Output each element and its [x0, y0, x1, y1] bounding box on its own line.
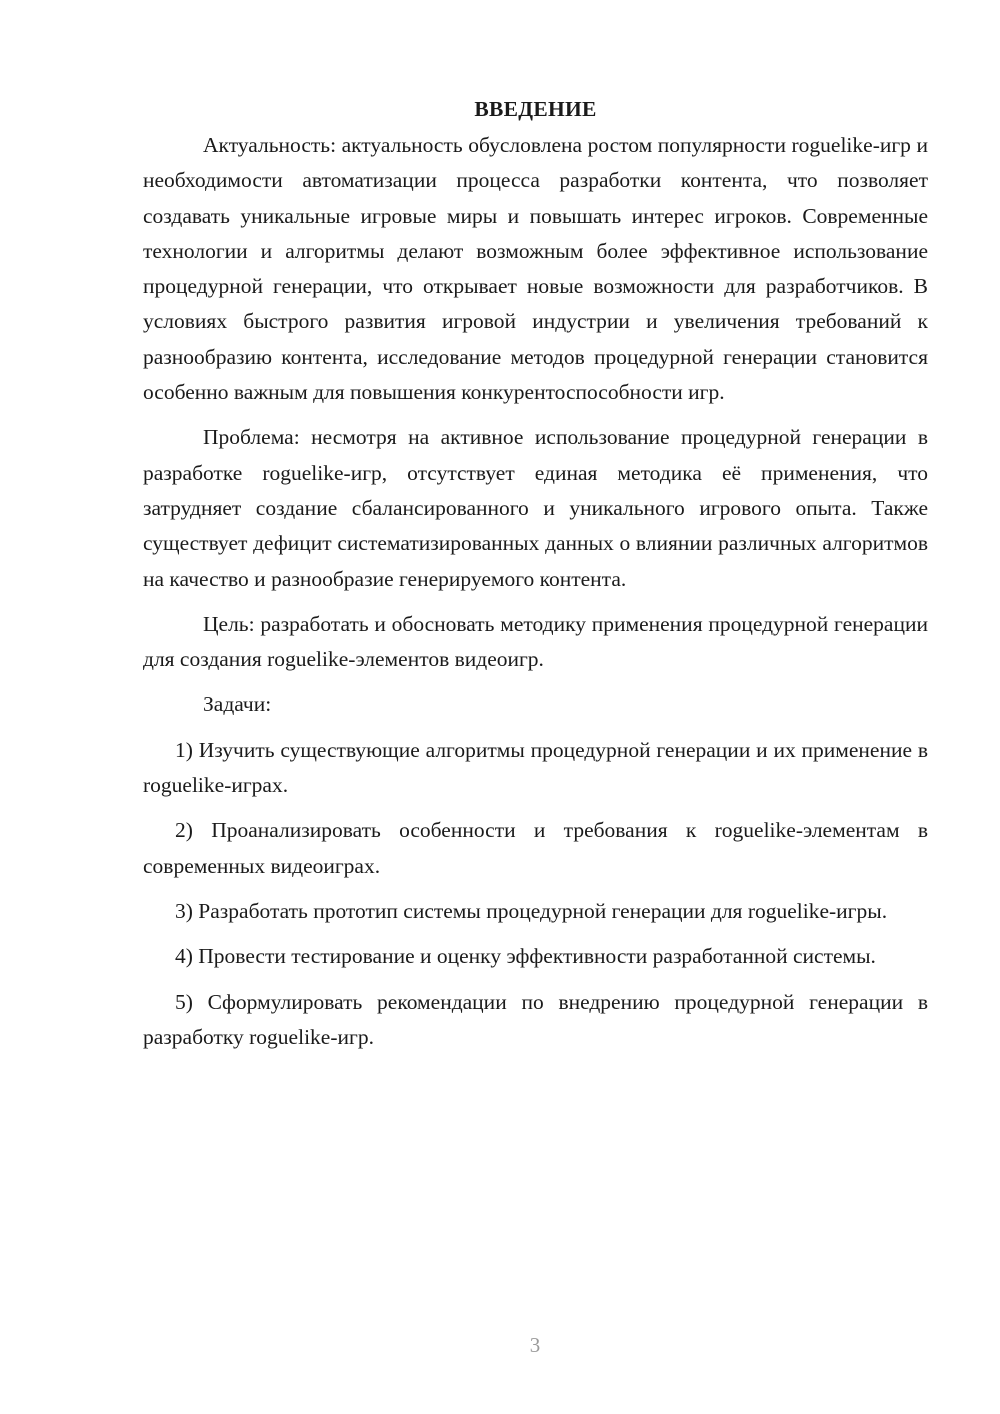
- tasks-heading: Задачи:: [203, 692, 272, 717]
- paragraph-relevance: Актуальность: актуальность обусловлена ростом популярности roguelike-игр и необходимости автоматизации процесса разработки контента, что позволяет создавать уникальные игровые миры и повышать интерес игроков. Современные технологии и алгоритмы делают возможным более эффективное использование процедурной генерации, что открывает новые возможности для разработчиков. В условиях быстрого развития игровой индустрии и увеличения требований к разнообразию контента, исследование методов процедурной генерации становится особенно важным для повышения конкурентоспособности игр.: [143, 133, 928, 405]
- task-item-5: 5) Сформулировать рекомендации по внедрению процедурной генерации в разработку roguelike-игр.: [143, 989, 928, 1049]
- document-page: [143, 92, 928, 1055]
- page-number: 3: [529, 1333, 541, 1357]
- task-item-2: 2) Проанализировать особенности и требования к roguelike-элементам в современных видеоиграх.: [143, 818, 928, 878]
- task-item-1: 1) Изучить существующие алгоритмы процедурной генерации и их применение в roguelike-играх.: [143, 737, 928, 798]
- task-item-3: 3) Разработать прототип системы процедурной генерации для roguelike-игры.: [175, 898, 888, 923]
- task-item-4: 4) Провести тестирование и оценку эффективности разработанной системы.: [175, 944, 876, 969]
- paragraph-problem: Проблема: несмотря на активное использование процедурной генерации в разработке roguelike-игр, отсутствует единая методика её применения, что затрудняет создание сбалансированного и уникального игрового опыта. Также существует дефицит систематизированных данных о влиянии различных алгоритмов на качество и разнообразие генерируемого контента.: [143, 425, 928, 591]
- page-title: ВВЕДЕНИЕ: [474, 97, 597, 121]
- paragraph-goal: Цель: разработать и обосновать методику применения процедурной генерации для создания roguelike-элементов видеоигр.: [143, 611, 928, 672]
